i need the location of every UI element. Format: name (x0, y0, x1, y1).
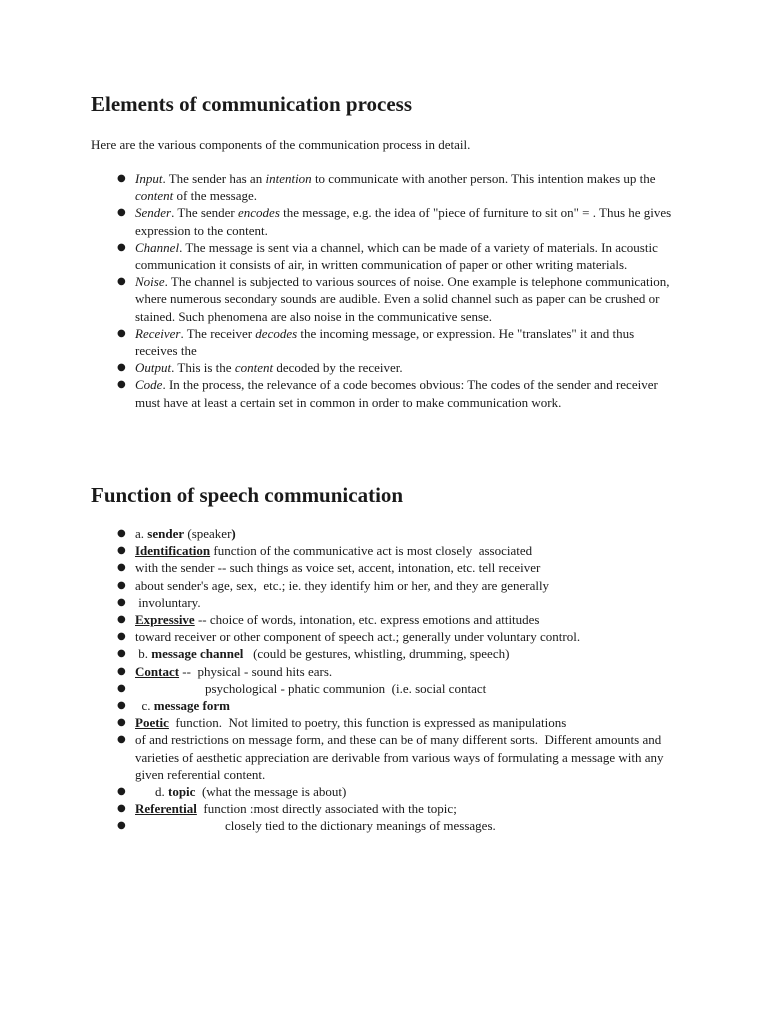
item-text: . The channel is subjected to various sources of noise. One example is telephone communication, where numerous secondary sounds are audible. Even a solid channel such as paper can be crushed or stained. Such phenomena are also noise in the communicative sense. (135, 274, 673, 324)
bullet-icon: ● (117, 596, 126, 608)
item-text: of the message. (173, 188, 258, 204)
list-item (117, 525, 677, 542)
bullet-icon: ● (117, 327, 126, 339)
list-item (117, 542, 677, 559)
bullet-icon: ● (117, 276, 126, 288)
bullet-icon: ● (117, 562, 126, 574)
bullet-icon: ● (117, 545, 126, 557)
item-text: c. (135, 698, 154, 714)
item-text: . This is the (171, 360, 235, 376)
item-text: message channel (151, 646, 244, 662)
bullet-icon: ● (117, 207, 126, 219)
list-item (117, 376, 677, 410)
item-text: Code (135, 377, 163, 393)
item-text: psychological - phatic communion (i.e. social contact (205, 680, 487, 696)
bullet-icon: ● (117, 241, 126, 253)
item-text: Referential (135, 801, 197, 817)
list-item (117, 800, 677, 817)
bullet-icon: ● (117, 734, 126, 746)
bullet-icon: ● (117, 579, 126, 591)
heading-elements: Elements of communication process (91, 92, 412, 116)
item-text: to communicate with another person. This intention makes up the (311, 171, 659, 186)
list-item (117, 731, 677, 783)
item-text: -- physical - sound hits ears. (179, 663, 333, 679)
item-text: (speaker (184, 526, 232, 541)
item-text: Identification (135, 543, 211, 559)
functions-list (117, 525, 677, 835)
list-item (117, 559, 677, 576)
list-item (117, 628, 677, 645)
item-text: (could be gestures, whistling, drumming, speech) (243, 646, 510, 662)
item-text: . The sender (171, 205, 239, 221)
item-text: . The message is sent via a channel, which can be made of a variety of materials. In acoustic communication it consists of air, in written communication of paper or other writing materials. (135, 239, 662, 273)
item-text: (what the message is about) (195, 784, 347, 800)
bullet-icon: ● (117, 173, 126, 184)
item-text: with the sender -- such things as voice set, accent, intonation, etc. tell receiver (135, 560, 541, 576)
item-text: encodes (238, 205, 280, 221)
bullet-icon: ● (117, 717, 126, 729)
item-text: intention (265, 171, 312, 186)
intro-paragraph: Here are the various components of the communication process in detail. (91, 137, 471, 152)
item-text: message form (153, 698, 230, 714)
list-item (117, 783, 677, 800)
item-text: Poetic (135, 715, 169, 731)
components-list (117, 170, 677, 411)
list-item (117, 170, 677, 204)
heading-function: Function of speech communication (91, 483, 404, 507)
bullet-icon: ● (117, 820, 126, 832)
list-item (117, 594, 677, 611)
bullet-icon: ● (117, 648, 126, 660)
list-item (117, 817, 677, 834)
item-text: Expressive (135, 612, 195, 628)
item-text: b. (135, 646, 152, 662)
item-text: content (135, 188, 174, 204)
item-text: of and restrictions on message form, and these can be of many different sorts. Different amounts and varieties of aesthetic appreciation are derivable from various ways of formulating a message with any given referential content. (135, 732, 667, 782)
bullet-icon: ● (117, 379, 126, 391)
item-text: Sender (135, 205, 172, 221)
bullet-icon: ● (117, 682, 126, 694)
list-item (117, 611, 677, 628)
item-text: Channel (135, 239, 180, 255)
bullet-icon: ● (117, 786, 126, 798)
item-text: function :most directly associated with the topic; (196, 801, 457, 817)
item-text: Noise (135, 274, 165, 290)
item-text: . In the process, the relevance of a code becomes obvious: The codes of the sender and receiver must have at least a certain set in common in order to make communication work. (135, 377, 662, 410)
item-text: -- choice of words, intonation, etc. express emotions and attitudes (194, 612, 540, 628)
bullet-icon: ● (117, 528, 126, 539)
bullet-icon: ● (117, 614, 126, 626)
item-text: toward receiver or other component of speech act.; generally under voluntary control. (135, 629, 581, 645)
list-item (117, 239, 677, 273)
item-text: function. Not limited to poetry, this function is expressed as manipulations (168, 715, 567, 731)
item-text: a. (135, 526, 148, 541)
bullet-icon: ● (117, 362, 126, 374)
item-text: content (234, 360, 274, 376)
list-item (117, 273, 677, 325)
list-item (117, 697, 677, 714)
item-text: involuntary. (135, 594, 201, 610)
bullet-icon: ● (117, 631, 126, 643)
item-text: topic (168, 784, 196, 800)
item-text: Contact (135, 663, 180, 679)
item-text: closely tied to the dictionary meanings of messages. (225, 818, 496, 834)
item-text: sender (147, 526, 185, 541)
item-text: . The sender has an (162, 171, 266, 186)
item-text: d. (155, 784, 168, 800)
list-item (117, 680, 677, 697)
bullet-icon: ● (117, 803, 126, 815)
list-item (117, 359, 677, 376)
bullet-icon: ● (117, 665, 126, 677)
item-text: Output (135, 360, 172, 376)
list-item (117, 714, 677, 731)
list-item (117, 577, 677, 594)
list-item (117, 645, 677, 662)
item-text: ) (231, 526, 236, 541)
item-text: the message, e.g. the idea of "piece of furniture to sit on" = . Thus he gives expression to the content. (135, 205, 675, 238)
list-item (117, 663, 677, 680)
item-text: the incoming message, or expression. He "translates" it and thus receives the (135, 325, 638, 359)
list-item (117, 325, 677, 359)
item-text: Receiver (135, 325, 181, 341)
item-text: decoded by the receiver. (273, 360, 403, 376)
item-text: Input (135, 171, 163, 186)
item-text: . The receiver (180, 325, 256, 341)
list-item (117, 204, 677, 238)
item-text: decodes (255, 325, 298, 341)
item-text: about sender's age, sex, etc.; ie. they identify him or her, and they are generally (135, 577, 550, 593)
bullet-icon: ● (117, 700, 126, 712)
item-text: function of the communicative act is most closely associated (210, 543, 533, 559)
